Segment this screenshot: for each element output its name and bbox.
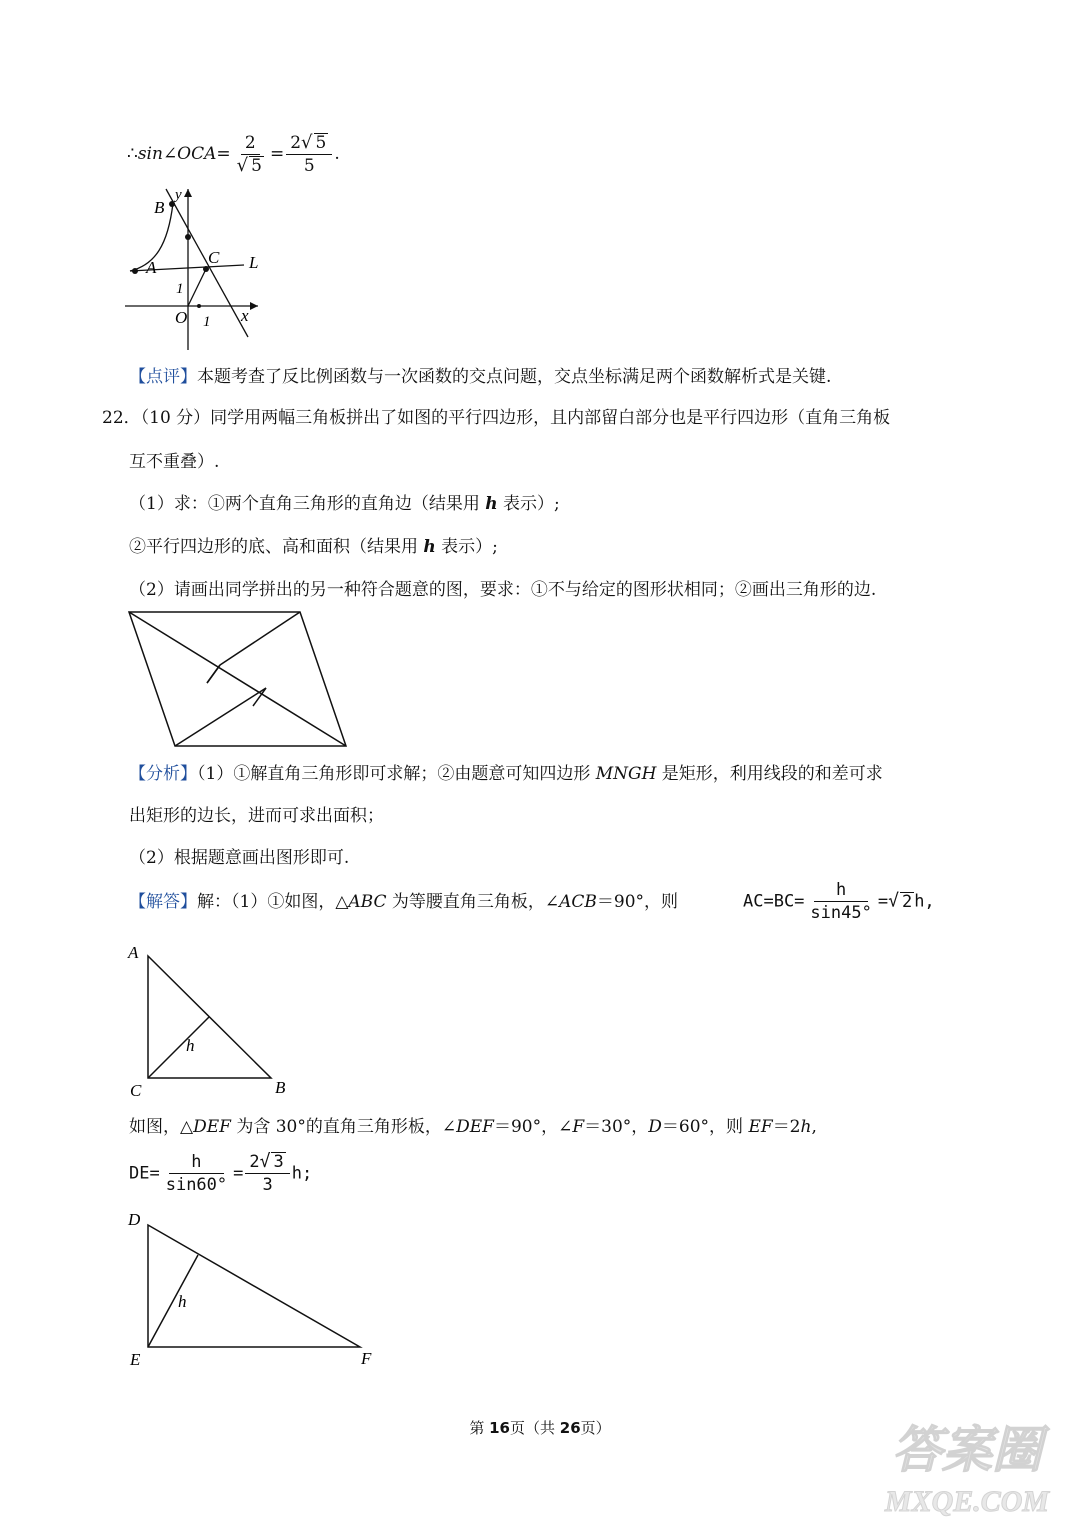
answer-line-2: 如图，△DEF 为含 30°的直角三角形板，∠DEF＝90°，∠F＝30°，D＝60°，则 EF＝2h, <box>129 1117 817 1137</box>
height-h-def <box>148 1255 198 1347</box>
height-h-abc <box>148 1017 209 1078</box>
triangle-edge-3 <box>175 688 266 746</box>
label-h: h <box>178 1292 187 1311</box>
page-footer: 第 16页（共 26页） <box>469 1419 611 1437</box>
label-y: y <box>175 187 182 203</box>
comment-paragraph: 【点评】本题考查了反比例函数与一次函数的交点问题，交点坐标满足两个函数解析式是关键. <box>129 367 832 387</box>
question-part2: （2）请画出同学拼出的另一种符合题意的图，要求：①不与给定的图形状相同；②画出三角形的边. <box>129 580 877 600</box>
question-part1-2: ②平行四边形的底、高和面积（结果用 h 表示）; <box>129 537 498 557</box>
analysis-tag: 【分析】 <box>129 764 197 784</box>
label-a: A <box>128 943 139 962</box>
label-o: O <box>175 308 188 327</box>
label-c: C <box>130 1081 142 1100</box>
sin-expr: sin∠OCA <box>137 144 217 164</box>
label-x: x <box>241 306 249 325</box>
svg-text:MXQE.COM: MXQE.COM <box>884 1485 1050 1518</box>
parallelogram-figure <box>120 608 355 753</box>
point-y-intercept <box>185 234 191 240</box>
x-axis-arrow <box>250 302 258 310</box>
label-b: B <box>154 198 165 217</box>
label-one-x: 1 <box>203 314 211 330</box>
label-d: D <box>128 1210 141 1229</box>
point-unit-x <box>197 304 201 308</box>
label-f: F <box>361 1349 372 1368</box>
triangle-abc-figure <box>120 938 300 1100</box>
label-b: B <box>275 1078 286 1097</box>
watermark-logo <box>872 1409 1062 1519</box>
y-axis-arrow <box>184 189 192 197</box>
label-c: C <box>208 248 220 267</box>
sin-oca-result: ∴sin∠OCA= $\frac{2}{√ 5}$ = $\frac{2√ 5}{5}$ . <box>127 132 340 176</box>
point-a <box>132 268 138 274</box>
question-line-2: 互不重叠）. <box>129 452 220 472</box>
question-line-1: 22．（10 分）同学用两幅三角板拼出了如图的平行四边形，且内部留白部分也是平行四边形（直角三角板 <box>102 408 891 428</box>
formula-ac-bc: AC=BC= $\frac{h}{\sin 45^\circ}$ =√ 2 h, <box>743 880 935 923</box>
answer-tag: 【解答】 <box>129 892 197 912</box>
inner-rect-edge-2 <box>253 688 266 706</box>
formula-de: DE= $\frac{h}{\sin 60^\circ}$ = $\frac{2√ 3}{3}$ h; <box>129 1151 313 1195</box>
label-h: h <box>186 1036 195 1055</box>
comment-tag: 【点评】 <box>129 367 197 387</box>
label-l: L <box>249 253 259 272</box>
triangle-edge-2 <box>220 612 300 665</box>
analysis-line-1: 【分析】（1）①解直角三角形即可求解；②由题意可知四边形 MNGH 是矩形，利用线段的和差可求 <box>129 764 883 784</box>
analysis-line-3: （2）根据题意画出图形即可. <box>129 848 350 868</box>
segment-oc <box>188 269 206 306</box>
triangle-edge-1 <box>129 612 346 746</box>
label-one-y: 1 <box>176 281 184 297</box>
svg-text:答案圈: 答案圈 <box>892 1422 1042 1478</box>
function-graph <box>120 185 270 355</box>
page-number: 16 <box>489 1419 510 1437</box>
question-part1: （1）求：①两个直角三角形的直角边（结果用 h 表示）; <box>129 494 560 514</box>
label-e: E <box>130 1350 141 1369</box>
answer-line-1: 【解答】解：（1）①如图，△ABC 为等腰直角三角板，∠ACB＝90°，则 <box>129 892 679 912</box>
fraction-2root5-over-5: $\frac{2√ 5}{5}$ <box>286 133 332 176</box>
triangle-def-figure <box>120 1205 390 1375</box>
page-total: 26 <box>559 1419 581 1437</box>
fraction-2-over-root5: $\frac{2}{√ 5}$ <box>236 133 262 176</box>
triangle-def <box>148 1225 360 1347</box>
analysis-line-2: 出矩形的边长，进而可求出面积； <box>129 806 384 826</box>
label-a: A <box>146 258 157 277</box>
